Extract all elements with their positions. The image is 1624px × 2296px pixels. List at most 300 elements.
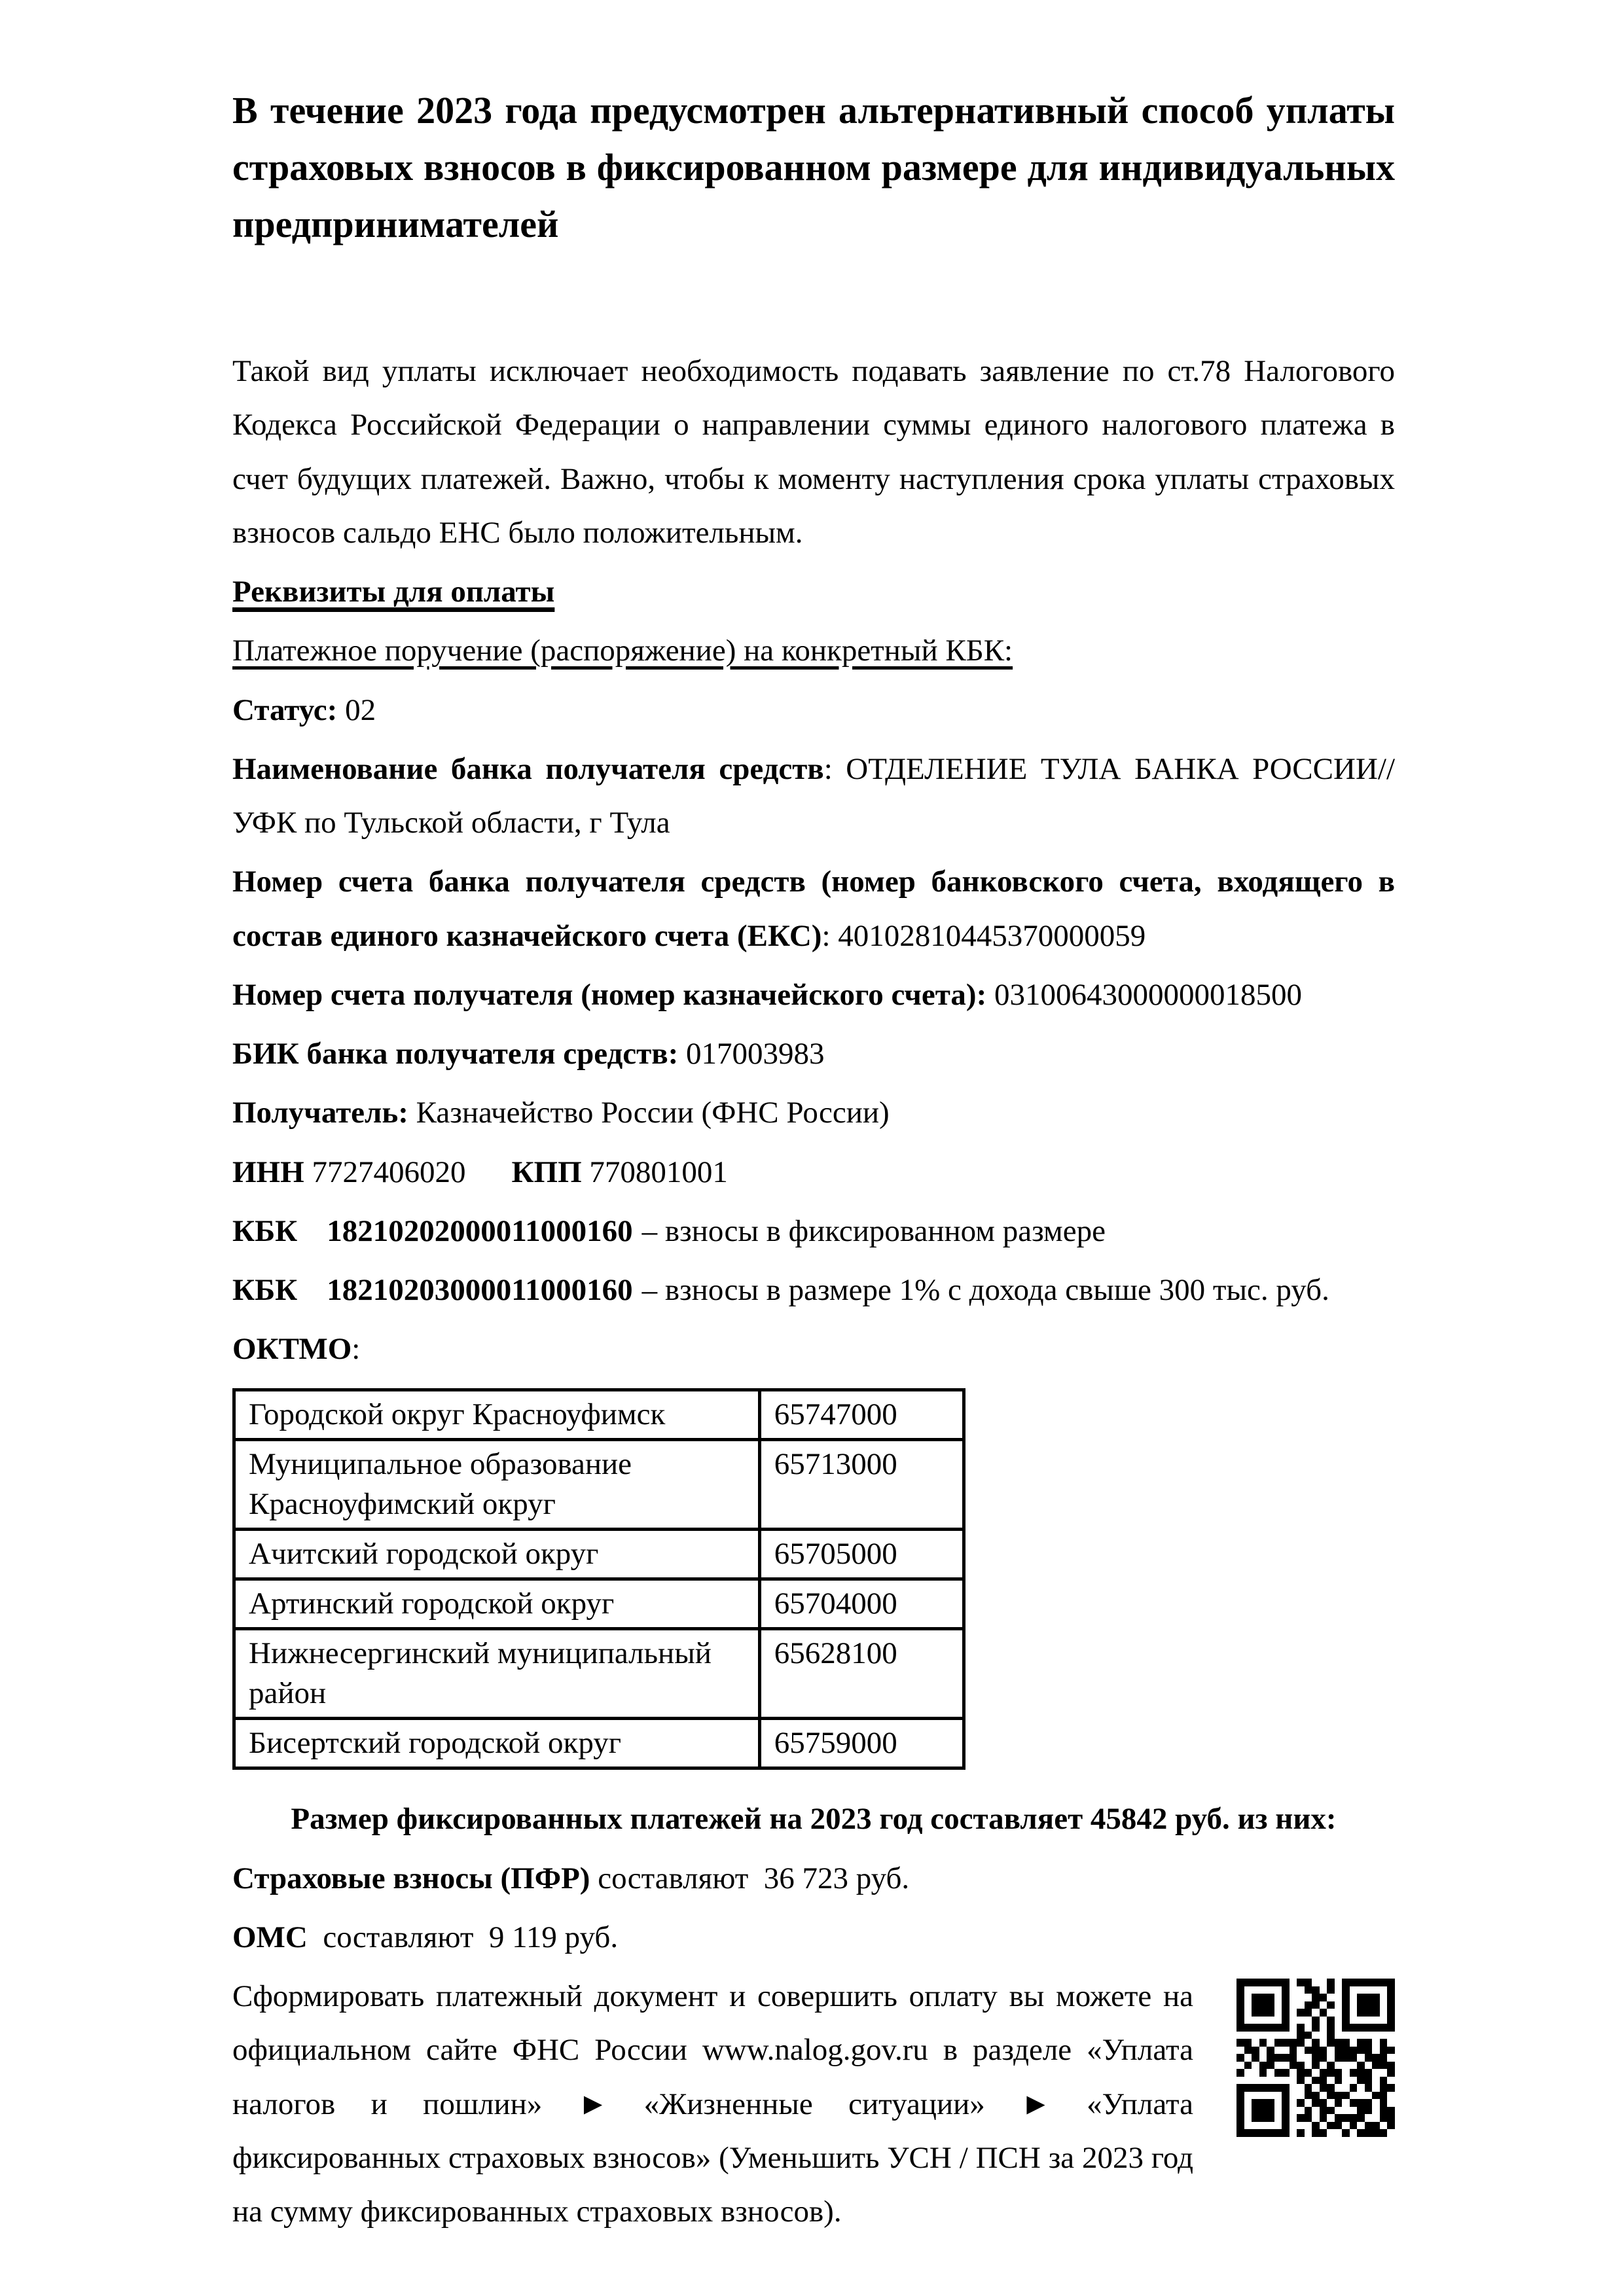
qr-module xyxy=(1342,2122,1350,2130)
qr-module xyxy=(1312,2069,1320,2077)
qr-module xyxy=(1305,2092,1312,2100)
qr-module xyxy=(1320,2069,1327,2077)
qr-module xyxy=(1342,1979,1350,1986)
qr-module xyxy=(1312,2107,1320,2115)
qr-module xyxy=(1305,2062,1312,2070)
qr-module xyxy=(1305,2069,1312,2077)
qr-module xyxy=(1372,2039,1380,2047)
qr-module xyxy=(1380,2084,1388,2092)
qr-module xyxy=(1290,2107,1297,2115)
qr-module xyxy=(1267,2047,1274,2054)
qr-module xyxy=(1327,2054,1335,2062)
qr-module xyxy=(1297,2062,1305,2070)
qr-module xyxy=(1350,2122,1358,2130)
qr-module xyxy=(1305,2047,1312,2054)
qr-module xyxy=(1282,2092,1290,2100)
qr-module xyxy=(1380,1986,1388,1994)
qr-module xyxy=(1350,2032,1358,2039)
qr-module xyxy=(1290,2077,1297,2085)
qr-module xyxy=(1335,2084,1343,2092)
qr-module xyxy=(1357,1986,1365,1994)
qr-module xyxy=(1342,2062,1350,2070)
qr-code xyxy=(1236,1979,1395,2137)
bank-account-label: Номер счета банка получателя средств (номер банковского счета, входящего в состав единого казначейского счета (ЕКС) xyxy=(232,865,1395,953)
qr-module xyxy=(1282,1986,1290,1994)
qr-module xyxy=(1327,2032,1335,2039)
qr-module xyxy=(1252,1986,1259,1994)
qr-module xyxy=(1380,2054,1388,2062)
pfr-label: Страховые взносы (ПФР) xyxy=(232,1861,590,1895)
qr-module xyxy=(1327,2084,1335,2092)
qr-module xyxy=(1259,1979,1267,1986)
qr-module xyxy=(1267,2122,1274,2130)
qr-module xyxy=(1380,2062,1388,2070)
pfr-line xyxy=(232,1852,1395,1905)
qr-module xyxy=(1365,2099,1373,2107)
oktmo-table xyxy=(232,1388,965,1770)
qr-module xyxy=(1282,2077,1290,2085)
qr-module xyxy=(1387,2069,1395,2077)
kbk2-desc: – взносы в размере 1% с дохода свыше 300 тыс. руб. xyxy=(641,1273,1329,1307)
qr-module xyxy=(1297,2069,1305,2077)
bik-label: БИК банка получателя средств: xyxy=(232,1037,679,1071)
oktmo-code-cell: 65628100 xyxy=(759,1628,964,1718)
qr-module xyxy=(1327,2039,1335,2047)
qr-module xyxy=(1290,2122,1297,2130)
bank-account-line xyxy=(232,855,1395,963)
qr-module xyxy=(1365,2122,1373,2130)
qr-module xyxy=(1380,2069,1388,2077)
qr-module xyxy=(1350,2114,1358,2122)
qr-module xyxy=(1236,1994,1244,2001)
qr-module xyxy=(1244,2069,1252,2077)
qr-module xyxy=(1244,2032,1252,2039)
qr-module xyxy=(1342,2017,1350,2024)
qr-module xyxy=(1365,2084,1373,2092)
table-row xyxy=(234,1439,964,1529)
qr-module xyxy=(1372,1979,1380,1986)
bank-name-label: Наименование банка получателя средств xyxy=(232,751,824,786)
qr-module xyxy=(1282,2069,1290,2077)
oktmo-line xyxy=(232,1322,1395,1376)
qr-module xyxy=(1372,1994,1380,2001)
qr-module xyxy=(1267,2001,1274,2009)
qr-module xyxy=(1365,2054,1373,2062)
qr-module xyxy=(1244,2062,1252,2070)
qr-module xyxy=(1365,2009,1373,2017)
qr-module xyxy=(1282,2062,1290,2070)
qr-module xyxy=(1282,2129,1290,2137)
qr-module xyxy=(1387,2122,1395,2130)
status-label: Статус: xyxy=(232,692,338,727)
qr-module xyxy=(1387,2024,1395,2032)
qr-module xyxy=(1312,2122,1320,2130)
qr-module xyxy=(1259,2122,1267,2130)
qr-module xyxy=(1327,2099,1335,2107)
qr-module xyxy=(1327,2009,1335,2017)
qr-module xyxy=(1236,2099,1244,2107)
qr-module xyxy=(1282,2122,1290,2130)
qr-module xyxy=(1236,2024,1244,2032)
qr-module xyxy=(1350,2092,1358,2100)
qr-module xyxy=(1372,2092,1380,2100)
qr-module xyxy=(1236,2039,1244,2047)
qr-module xyxy=(1372,2054,1380,2062)
qr-module xyxy=(1244,1994,1252,2001)
qr-module xyxy=(1320,2054,1327,2062)
qr-module xyxy=(1372,2017,1380,2024)
qr-module xyxy=(1290,2017,1297,2024)
qr-module xyxy=(1312,2009,1320,2017)
qr-module xyxy=(1342,1986,1350,1994)
qr-module xyxy=(1372,2114,1380,2122)
qr-module xyxy=(1320,2084,1327,2092)
intro-paragraph: Такой вид уплаты исключает необходимость подавать заявление по ст.78 Налогового Кодекса Российской Федерации о направлении суммы единого налогового платежа в счет будущих платежей. Важно, чтобы к моменту наступления срока уплаты страховых взносов сальдо ЕНС было положительным. xyxy=(232,354,1395,550)
qr-module xyxy=(1342,2107,1350,2115)
qr-module xyxy=(1297,2054,1305,2062)
recipient-value: Казначейство России (ФНС России) xyxy=(408,1096,890,1130)
qr-module xyxy=(1267,2039,1274,2047)
qr-module xyxy=(1312,2092,1320,2100)
qr-module xyxy=(1305,2129,1312,2137)
qr-module xyxy=(1380,2017,1388,2024)
qr-module xyxy=(1274,2099,1282,2107)
qr-module xyxy=(1350,2129,1358,2137)
qr-module xyxy=(1290,1986,1297,1994)
qr-module xyxy=(1312,2062,1320,2070)
qr-module xyxy=(1387,2077,1395,2085)
recipient-label: Получатель: xyxy=(232,1096,408,1130)
pfr-value: составляют 36 723 руб. xyxy=(590,1861,910,1895)
qr-module xyxy=(1252,2107,1259,2115)
recipient-account-label: Номер счета получателя (номер казначейского счета): xyxy=(232,977,987,1012)
qr-module xyxy=(1305,2054,1312,2062)
qr-module xyxy=(1305,2009,1312,2017)
qr-module xyxy=(1327,2107,1335,2115)
qr-module xyxy=(1380,2077,1388,2085)
qr-module xyxy=(1252,2077,1259,2085)
qr-module xyxy=(1312,2032,1320,2039)
qr-module xyxy=(1259,2114,1267,2122)
qr-module xyxy=(1365,2129,1373,2137)
qr-module xyxy=(1290,1994,1297,2001)
kpp-value: 770801001 xyxy=(581,1155,728,1189)
payment-order-line: Платежное поручение (распоряжение) на конкретный КБК: xyxy=(232,634,1013,668)
qr-module xyxy=(1290,2084,1297,2092)
qr-module xyxy=(1312,2039,1320,2047)
qr-module xyxy=(1252,1994,1259,2001)
qr-module xyxy=(1357,1979,1365,1986)
qr-module xyxy=(1327,2062,1335,2070)
qr-module xyxy=(1236,2092,1244,2100)
qr-module xyxy=(1305,2114,1312,2122)
qr-module xyxy=(1267,2092,1274,2100)
table-row xyxy=(234,1719,964,1768)
qr-module xyxy=(1244,1979,1252,1986)
qr-module xyxy=(1244,2077,1252,2085)
qr-module xyxy=(1236,2129,1244,2137)
qr-module xyxy=(1305,2001,1312,2009)
oktmo-name-cell: Муниципальное образование Красноуфимский округ xyxy=(234,1439,760,1529)
qr-module xyxy=(1259,2062,1267,2070)
qr-module xyxy=(1274,2039,1282,2047)
qr-module xyxy=(1297,2084,1305,2092)
qr-module xyxy=(1312,2017,1320,2024)
qr-module xyxy=(1297,2122,1305,2130)
qr-module xyxy=(1342,2054,1350,2062)
qr-module xyxy=(1274,2054,1282,2062)
qr-module xyxy=(1244,2107,1252,2115)
qr-module xyxy=(1372,2084,1380,2092)
qr-module xyxy=(1380,1979,1388,1986)
qr-module xyxy=(1320,1994,1327,2001)
qr-module xyxy=(1357,2009,1365,2017)
qr-module xyxy=(1252,2039,1259,2047)
qr-module xyxy=(1372,2047,1380,2054)
kbk2-label: КБК xyxy=(232,1273,298,1307)
qr-module xyxy=(1282,2099,1290,2107)
qr-module xyxy=(1327,2001,1335,2009)
qr-module xyxy=(1387,2032,1395,2039)
qr-module xyxy=(1259,2054,1267,2062)
qr-module xyxy=(1259,2024,1267,2032)
qr-module xyxy=(1357,2069,1365,2077)
qr-module xyxy=(1297,2024,1305,2032)
qr-module xyxy=(1297,2099,1305,2107)
qr-module xyxy=(1335,2122,1343,2130)
qr-module xyxy=(1327,1994,1335,2001)
oktmo-code-cell: 65759000 xyxy=(759,1719,964,1768)
bank-name-value: : ОТДЕЛЕНИЕ ТУЛА БАНКА РОССИИ//УФК по Тульской области, г Тула xyxy=(232,751,1395,840)
kbk1-desc: – взносы в фиксированном размере xyxy=(641,1213,1106,1248)
qr-module xyxy=(1290,2062,1297,2070)
qr-module xyxy=(1327,2129,1335,2137)
qr-module xyxy=(1350,2009,1358,2017)
qr-module xyxy=(1312,1986,1320,1994)
oktmo-name-cell: Бисертский городской округ xyxy=(234,1719,760,1768)
qr-module xyxy=(1252,2062,1259,2070)
oktmo-code-cell: 65713000 xyxy=(759,1439,964,1529)
qr-module xyxy=(1290,2114,1297,2122)
footer-paragraph: Сформировать платежный документ и совершить оплату вы можете на официальном сайте ФНС России www.nalog.gov.ru в разделе «Уплата налогов и пошлин» ► «Жизненные ситуации» ► «Уплата фиксированных страховых взносов» (Уменьшить УСН / ПСН за 2023 год на сумму фиксированных страховых взносов). xyxy=(232,1979,1193,2229)
qr-module xyxy=(1387,1979,1395,1986)
qr-module xyxy=(1387,2039,1395,2047)
qr-module xyxy=(1380,2024,1388,2032)
qr-module xyxy=(1259,2092,1267,2100)
qr-module xyxy=(1297,2032,1305,2039)
qr-module xyxy=(1236,2114,1244,2122)
qr-module xyxy=(1267,2107,1274,2115)
qr-module xyxy=(1380,1994,1388,2001)
qr-module xyxy=(1267,2024,1274,2032)
qr-module xyxy=(1305,1986,1312,1994)
qr-module xyxy=(1252,2024,1259,2032)
table-row xyxy=(234,1579,964,1628)
oktmo-name-cell: Нижнесергинский муниципальный район xyxy=(234,1628,760,1718)
qr-module xyxy=(1282,1994,1290,2001)
qr-module xyxy=(1342,2099,1350,2107)
qr-module xyxy=(1244,2114,1252,2122)
qr-module xyxy=(1312,2114,1320,2122)
qr-module xyxy=(1274,1994,1282,2001)
oms-value: составляют 9 119 руб. xyxy=(307,1920,619,1954)
qr-module xyxy=(1244,2054,1252,2062)
qr-module xyxy=(1350,2069,1358,2077)
oktmo-code-cell: 65704000 xyxy=(759,1579,964,1628)
qr-module xyxy=(1335,1979,1343,1986)
qr-module xyxy=(1372,2069,1380,2077)
recipient-account-line xyxy=(232,968,1395,1022)
qr-module xyxy=(1335,2032,1343,2039)
qr-module xyxy=(1274,1986,1282,1994)
qr-module xyxy=(1290,2047,1297,2054)
qr-module xyxy=(1274,2122,1282,2130)
table-row xyxy=(234,1628,964,1718)
qr-module xyxy=(1357,2047,1365,2054)
qr-module xyxy=(1335,1994,1343,2001)
qr-module xyxy=(1372,2024,1380,2032)
qr-module xyxy=(1327,2069,1335,2077)
qr-module xyxy=(1357,2062,1365,2070)
qr-module xyxy=(1327,2024,1335,2032)
qr-module xyxy=(1244,2122,1252,2130)
inn-value: 7727406020 xyxy=(304,1155,466,1189)
qr-module xyxy=(1282,2032,1290,2039)
qr-module xyxy=(1342,2047,1350,2054)
kbk1-code: 18210202000011000160 xyxy=(327,1213,633,1248)
oktmo-name-cell: Ачитский городской округ xyxy=(234,1529,760,1579)
qr-module xyxy=(1327,2077,1335,2085)
qr-module xyxy=(1335,2039,1343,2047)
qr-module xyxy=(1252,2054,1259,2062)
qr-module xyxy=(1342,1994,1350,2001)
qr-module xyxy=(1267,2069,1274,2077)
qr-module xyxy=(1305,2077,1312,2085)
qr-module xyxy=(1327,2122,1335,2130)
qr-module xyxy=(1305,1979,1312,1986)
qr-module xyxy=(1290,2129,1297,2137)
qr-module xyxy=(1327,2047,1335,2054)
qr-module xyxy=(1236,2047,1244,2054)
qr-module xyxy=(1312,2129,1320,2137)
bank-account-value: : 40102810445370000059 xyxy=(821,918,1146,953)
qr-module xyxy=(1372,2099,1380,2107)
qr-module xyxy=(1267,2077,1274,2085)
qr-module xyxy=(1297,2001,1305,2009)
qr-module xyxy=(1236,2122,1244,2130)
qr-module xyxy=(1282,2039,1290,2047)
qr-module xyxy=(1342,2039,1350,2047)
qr-module xyxy=(1252,2099,1259,2107)
qr-module xyxy=(1282,2047,1290,2054)
qr-module xyxy=(1252,2084,1259,2092)
qr-module xyxy=(1244,2092,1252,2100)
inn-kpp-line xyxy=(232,1145,1395,1199)
qr-module xyxy=(1305,2024,1312,2032)
qr-module xyxy=(1252,2047,1259,2054)
qr-module xyxy=(1244,2024,1252,2032)
qr-module xyxy=(1252,2092,1259,2100)
qr-module xyxy=(1252,2129,1259,2137)
qr-module xyxy=(1380,2092,1388,2100)
qr-module xyxy=(1380,2099,1388,2107)
qr-module xyxy=(1342,2077,1350,2085)
qr-module xyxy=(1312,2024,1320,2032)
qr-module xyxy=(1372,1986,1380,1994)
qr-module xyxy=(1350,2084,1358,2092)
qr-module xyxy=(1327,2092,1335,2100)
qr-module xyxy=(1335,2017,1343,2024)
qr-module xyxy=(1357,2001,1365,2009)
qr-module xyxy=(1380,2122,1388,2130)
qr-module xyxy=(1274,2009,1282,2017)
qr-module xyxy=(1335,2077,1343,2085)
qr-module xyxy=(1387,2099,1395,2107)
qr-module xyxy=(1387,2107,1395,2115)
qr-module xyxy=(1372,2107,1380,2115)
qr-module xyxy=(1320,2114,1327,2122)
qr-module xyxy=(1236,2062,1244,2070)
qr-module xyxy=(1252,2009,1259,2017)
qr-module xyxy=(1236,1979,1244,1986)
qr-module xyxy=(1267,2017,1274,2024)
qr-module xyxy=(1350,2039,1358,2047)
qr-module xyxy=(1365,1994,1373,2001)
qr-module xyxy=(1297,2077,1305,2085)
qr-module xyxy=(1357,2077,1365,2085)
oms-label: ОМС xyxy=(232,1920,308,1954)
qr-module xyxy=(1380,2032,1388,2039)
qr-module xyxy=(1252,2122,1259,2130)
qr-module xyxy=(1380,2001,1388,2009)
qr-module xyxy=(1335,2129,1343,2137)
qr-module xyxy=(1365,1979,1373,1986)
qr-module xyxy=(1282,2001,1290,2009)
recipient-account-value: 03100643000000018500 xyxy=(986,977,1302,1012)
qr-module xyxy=(1365,2069,1373,2077)
qr-module xyxy=(1365,2077,1373,2085)
qr-module xyxy=(1267,1986,1274,1994)
qr-module xyxy=(1320,2001,1327,2009)
qr-module xyxy=(1259,2084,1267,2092)
qr-module xyxy=(1350,2024,1358,2032)
bik-line xyxy=(232,1027,1395,1081)
qr-module xyxy=(1236,1986,1244,1994)
qr-module xyxy=(1387,2062,1395,2070)
qr-module xyxy=(1267,1979,1274,1986)
qr-module xyxy=(1342,2114,1350,2122)
qr-module xyxy=(1312,1979,1320,1986)
qr-module xyxy=(1297,1979,1305,1986)
recipient-line xyxy=(232,1086,1395,1139)
qr-module xyxy=(1305,1994,1312,2001)
qr-module xyxy=(1274,2084,1282,2092)
qr-module xyxy=(1357,2114,1365,2122)
qr-module xyxy=(1259,2129,1267,2137)
qr-module xyxy=(1244,2001,1252,2009)
qr-module xyxy=(1267,2009,1274,2017)
qr-module xyxy=(1372,2062,1380,2070)
qr-module xyxy=(1357,2054,1365,2062)
qr-module xyxy=(1350,2047,1358,2054)
qr-module xyxy=(1297,1986,1305,1994)
qr-module xyxy=(1335,2092,1343,2100)
qr-module xyxy=(1312,2054,1320,2062)
qr-module xyxy=(1320,2032,1327,2039)
qr-module xyxy=(1282,2084,1290,2092)
qr-module xyxy=(1297,2092,1305,2100)
qr-module xyxy=(1290,2054,1297,2062)
